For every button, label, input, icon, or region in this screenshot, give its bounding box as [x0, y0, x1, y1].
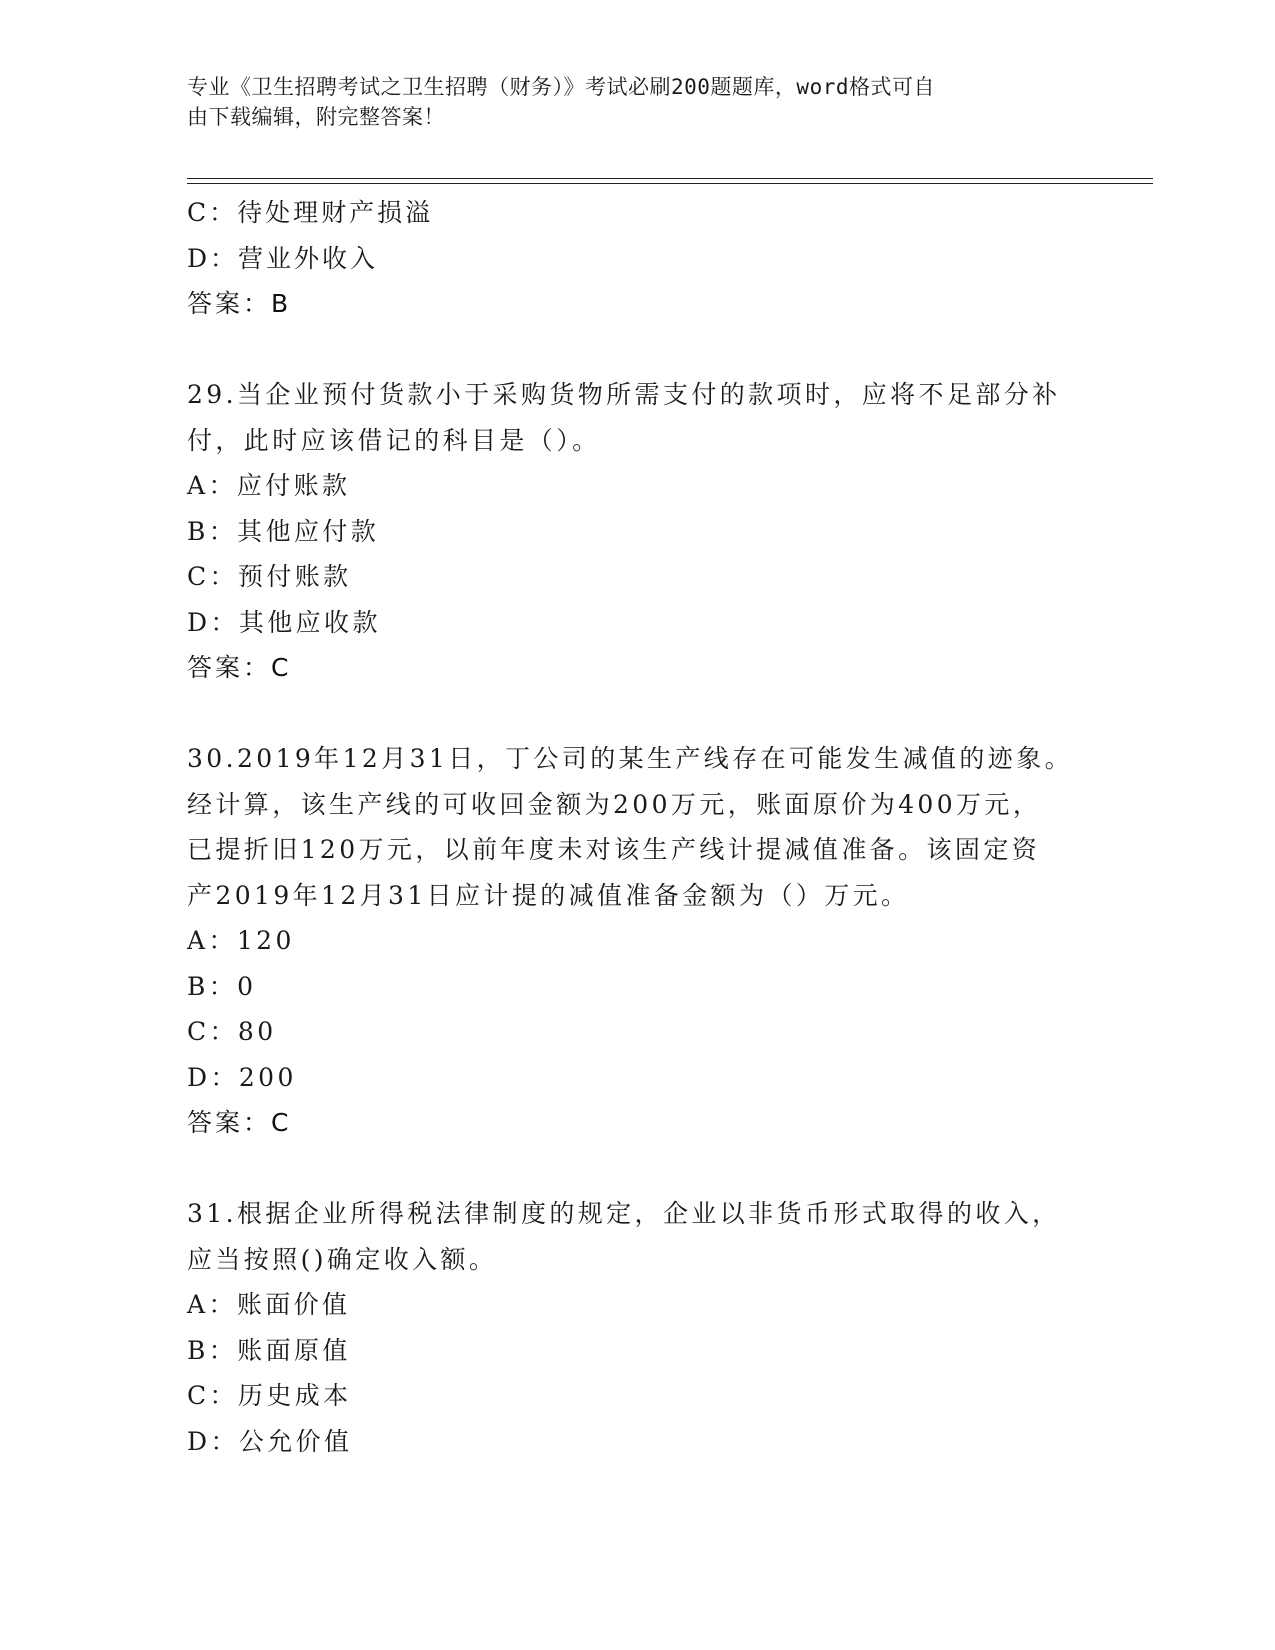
- option-d: D：200: [187, 1062, 297, 1092]
- option-d: D：营业外收入: [187, 243, 379, 273]
- option-b: B：账面原值: [187, 1335, 351, 1365]
- question-stem-line: 经计算，该生产线的可收回金额为200万元，账面原价为400万元，: [187, 789, 1042, 819]
- question-28-tail: [187, 190, 1087, 327]
- spacer: [187, 691, 1087, 737]
- option-c: C：预付账款: [187, 562, 352, 591]
- option-a: A：账面价值: [187, 1290, 351, 1319]
- question-stem-line: 30.2019年12月31日，丁公司的某生产线存在可能发生减值的迹象。: [187, 744, 1074, 773]
- answer: 答案：B: [187, 289, 292, 318]
- header-line-2: 由下载编辑，附完整答案！: [187, 105, 445, 129]
- option-c: C：80: [187, 1017, 277, 1046]
- option-c: C：历史成本: [187, 1381, 352, 1410]
- option-a: A：120: [187, 926, 295, 955]
- option-d: D：其他应收款: [187, 607, 381, 637]
- answer: 答案：C: [187, 1108, 292, 1137]
- question-stem-line: 付，此时应该借记的科目是（）。: [187, 425, 601, 455]
- option-b: B：其他应付款: [187, 516, 380, 546]
- question-31: [187, 1191, 1087, 1464]
- question-list: [187, 190, 1087, 1464]
- header-line-1: 专业《卫生招聘考试之卫生招聘（财务）》考试必刷200题题库，word格式可自: [187, 75, 935, 99]
- question-30: [187, 736, 1087, 1146]
- document-header: [187, 72, 1067, 132]
- header-rule-top: [187, 178, 1153, 179]
- question-stem-line: 31.根据企业所得税法律制度的规定，企业以非货币形式取得的收入，: [187, 1199, 1061, 1228]
- question-stem-line: 应当按照()确定收入额。: [187, 1244, 498, 1274]
- question-29: [187, 372, 1087, 691]
- question-stem-line: 已提折旧120万元，以前年度未对该生产线计提减值准备。该固定资: [187, 835, 1041, 864]
- spacer: [187, 1146, 1087, 1192]
- header-rule-bottom: [187, 183, 1153, 184]
- option-d: D：公允价值: [187, 1426, 353, 1456]
- option-b: B：0: [187, 971, 257, 1001]
- question-stem-line: 产2019年12月31日应计提的减值准备金额为（）万元。: [187, 880, 910, 910]
- question-stem-line: 29.当企业预付货款小于采购货物所需支付的款项时，应将不足部分补: [187, 380, 1061, 409]
- option-a: A：应付账款: [187, 471, 351, 500]
- spacer: [187, 327, 1087, 373]
- answer: 答案：C: [187, 653, 292, 682]
- option-c: C：待处理财产损溢: [187, 198, 434, 227]
